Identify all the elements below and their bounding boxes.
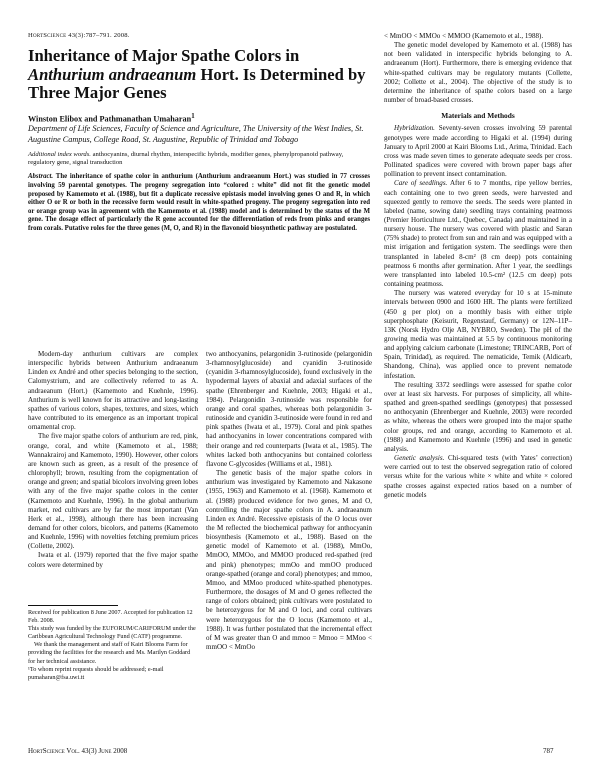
footnote-funding: This study was funded by the EUFORUM/CARIFORUM under the Caribbean Agricultural Technology Fund (CATF) programme. <box>28 625 196 641</box>
body-column-3 <box>384 32 572 500</box>
paragraph: Iwata et al. (1979) reported that the five major spathe colors were determined by <box>28 551 198 569</box>
paragraph: two anthocyanins, pelargonidin 3-rutinoside (pelargonidin 3-rhamnosylglucoside) and cyanidin 3-rutinoside (cyanidin 3-rhamnosylglucoside), found exclusively in the hypodermal layers of abaxial and adaxial surfaces of the spathe (Ehrenberger and Kuehnle, 2003; Higaki et al., 1984). Pelargonidin 3-rutinoside was responsible for orange and coral spathes, whereas both pelargonidin 3-rutinoside and cyanidin 3-rutinoside were found in red and pink spathes (Iwata et al., 1979). Coral and pink spathes had anthocyanins in lower concentrations compared with their orange and red counterparts (Iwata et al., 1985). The whites lacked both anthocyanins but contained colorless flavone C-glycosides (Williams et al., 1981). <box>206 350 372 468</box>
footnote-received: Received for publication 8 June 2007. Accepted for publication 12 Feb. 2008. <box>28 609 193 625</box>
paragraph: Modern-day anthurium cultivars are complex interspecific hybrids between Anthurium andraeanum Linden ex André and other species belonging to the section, Calomystrium, and are collectively referred to as A. andraeanum (Hort.) (Kamemoto and Kuehnle, 1996). Anthurium is well known for its attractive and long-lasting spathes of various colors, shapes, textures, and sizes, which have contributed to its emergence as an important tropical ornamental crop. <box>28 350 198 432</box>
page-number: 787 <box>543 747 554 755</box>
runin-hybridization: Hybridization. <box>394 124 435 133</box>
affiliation: Department of Life Sciences, Faculty of Science and Agriculture, The University of the West Indies, St. Augustine Campus, College Road, St. Augustine, Republic of Trinidad and Tobago <box>28 124 364 144</box>
index-text: anthocyanins, diurnal rhythm, interspecific hybrids, modifier genes, phenylpropanoid pathway, regulatory gene, signal transduction <box>28 151 344 167</box>
journal-name: HortScience <box>28 32 67 39</box>
author-names <box>28 113 370 124</box>
footnote-rule <box>28 605 118 606</box>
seedlings-text: After 6 to 7 months, ripe yellow berries, each containing one to two green seeds, were harvested and squeezed gently to remove the seeds. The seeds were planted in labeled (name, sowing date) seedling trays containing peatmoss (Premier Horticulture Ltd., Quebec, Canada) and maintained in a nursery house. The nursery was covered with plastic and Saran (75% shade) to protect from sun and rain and was equipped with a mist irrigation and fertigation system. The seedlings were then transplanted in labeled 8-cm² (8 cm deep) pots containing peatmoss 6 months after germination. After 1 year, the seedlings were transplanted into labeled 10.5-cm² (12.5 cm deep) pots containing peatmoss. <box>384 179 573 289</box>
title-block <box>28 47 370 234</box>
index-words <box>28 151 370 167</box>
title-species: Anthurium andraeanum <box>28 64 197 84</box>
authors-text: Winston Elibox and Pathmanathan Umaharan <box>28 114 192 124</box>
paragraph: The genetic model developed by Kamemoto et al. (1988) has not been validated in interspecific hybrids belonging to A. andraeanum (Hort). Furthermore, there is emerging evidence that white-spathed cultivars may be regulatory mutants (Collette, 2002; Collette et al., 2004). The objective of the study is to determine the inheritance of spathe colors based on a large number of broad-based crosses. <box>384 41 572 105</box>
body-column-2 <box>206 350 372 652</box>
paragraph: The five major spathe colors of anthurium are red, pink, orange, coral, and white (Kamemoto et al., 1988; Wannakrairoj and Kamemoto, 1990). However, other colors are known such as green, as a result of the presence of chlorophyll; brown, resulting from the copigmentation of orange and green; and spatial bicolors involving green lobes with any of the five major spathe colors in the center (Kamemoto and Kuehnle, 1996). In the global anthurium market, red cultivars are by far the most important (Van Herk et al., 1998), although there has been increasing demand for other colors, bicolors, and patterns (Kamemoto and Kuehnle, 1996) with novelties fetching premium prices (Collette, 2002). <box>28 432 198 551</box>
genetic-text: Chi-squared tests (with Yates’ correction) were carried out to test the observed segregation ratio of colored versus white for the various white × white and white × colored spathe crosses against expected ratios based on a number of genetic models <box>384 454 572 499</box>
footnote-contact: ¹To whom reprint requests should be addressed; e-mail pumaharan@fsa.uwi.tt <box>28 665 164 681</box>
author-sup: 1 <box>191 112 195 120</box>
article-title <box>28 47 370 103</box>
paragraph: The nursery was watered everyday for 10 s at 15-minute intervals between 0900 and 1600 HR. The plants were fertilized (450 g per plot) on a monthly basis with either triple superphosphate (Keisurit, Regenstauf, Germany) or 12N–11P–13K (Norsk Hydro Olje AB, NYBRO, Sweden). The pH of the growing media was maintained at 5.5 by continuous monitoring and applying calcium carbonate (Limestone; TRINCARB, Port of Spain, Trinidad), as required. The nematicide, Temik (Aldicarb, Shandong, China), was applied once to prevent nematode infestation. <box>384 289 572 380</box>
abstract-label: Abstract. <box>28 173 54 181</box>
footer-journal: HortScience Vol. 43(3) June 2008 <box>28 747 128 755</box>
title-part1: Inheritance of Major Spathe Colors in <box>28 46 300 65</box>
paragraph-hybridization <box>384 124 572 179</box>
footnotes <box>28 609 198 682</box>
paragraph-genetic <box>384 454 572 500</box>
abstract-text: The inheritance of spathe color in anthurium (Anthurium andraeanum Hort.) was studied in 77 crosses involving 59 parental genotypes. The progeny segregation into “colored : white” did not fit the genetic model proposed by Kamemoto et al. (1988), but fit a duplicate recessive epistasis model involving genes O and R, in which either O or R or both in the recessive form would result in white-spathed progeny. The progeny segregation into red or orange group was in agreement with the Kamemoto et al. (1988) model and is determined by the status of the M gene. The dosage effect of particularly the R gene accounted for the differentiation of reds from pinks and oranges from corals. Putative roles for the three genes (M, O, and R) in the flavonoid biosynthetic pathway are postulated. <box>28 173 370 233</box>
hybridization-text: Seventy-seven crosses involving 59 parental genotypes were made according to Higaki et al. (1994) during January to April 2000 at Kairi Blooms Ltd., Arima, Trinidad. Each cross was made seven times to generate adequate seeds per cross. Pollinated spadices were covered with brown paper bags after pollination to prevent insect contamination. <box>384 124 573 179</box>
abstract <box>28 173 370 233</box>
paragraph-seedlings <box>384 179 572 289</box>
runin-seedlings: Care of seedlings. <box>394 179 448 188</box>
paragraph: < MmOO < MMOo < MMOO (Kamemoto et al., 1988). <box>384 32 544 40</box>
running-header <box>28 32 130 39</box>
section-heading-methods: Materials and Methods <box>441 111 515 121</box>
footnote-thanks: We thank the management and staff of Kairi Blooms Farm for providing the facilities for the research and Ms. Marilyn Goddard for her technical assistance. <box>28 641 191 665</box>
index-label: Additional index words. <box>28 151 91 159</box>
journal-ref: 43(3):787–791. 2008. <box>68 32 130 39</box>
body-column-1 <box>28 350 198 570</box>
title-part2: Hort. Is Determined by Three Major Genes <box>28 64 366 102</box>
paragraph: The genetic basis of the major spathe colors in anthurium was investigated by Kamemoto and Nakasone (1955, 1963) and Kamemoto et al. (1968). Kamemoto et al. (1988) produced evidence for two genes, M and O, controlling the major spathe colors in A. andraeanum Linden ex André. Recessive epistasis of the O locus over the M reflected the biochemical pathway for anthocyanin biosynthesis (Kamemoto et al., 1988). Based on the genetic model of Kamemoto et al. (1988), MmOo, MmOO, MMOo, and MMOO produced red-spathed (red and pink) phenotypes; mmOo and mmOO produced orange-spathed (orange and coral) phenotypes; and mmoo, Mmoo, and MMoo produced white-spathed phenotypes. Furthermore, the dosages of M and O genes reflected the range of colors obtained; pink cultivars were postulated to be heterozygous for M and O loci, and coral cultivars were heterozygous for the O locus (Kamemoto et al., 1988). It was further postulated that the incremental effect of M was greater than O and mmoo = Mmoo = MMoo < mmOO < MmOo <box>206 469 372 651</box>
paragraph: The resulting 3372 seedlings were assessed for spathe color over at least six harvests. For purposes of simplicity, all white-spathed and green-spathed seedlings (genotypes) that possessed no anthocyanin (Ehrenberger and Kuehnle, 2003) were recorded as white, whereas the others were grouped into the major spathe color groups, red and orange, according to Kamemoto et al. (1988) and Kamemoto and Kuehnle (1996) and used in genetic analysis. <box>384 380 572 453</box>
runin-genetic: Genetic analysis. <box>394 454 445 463</box>
